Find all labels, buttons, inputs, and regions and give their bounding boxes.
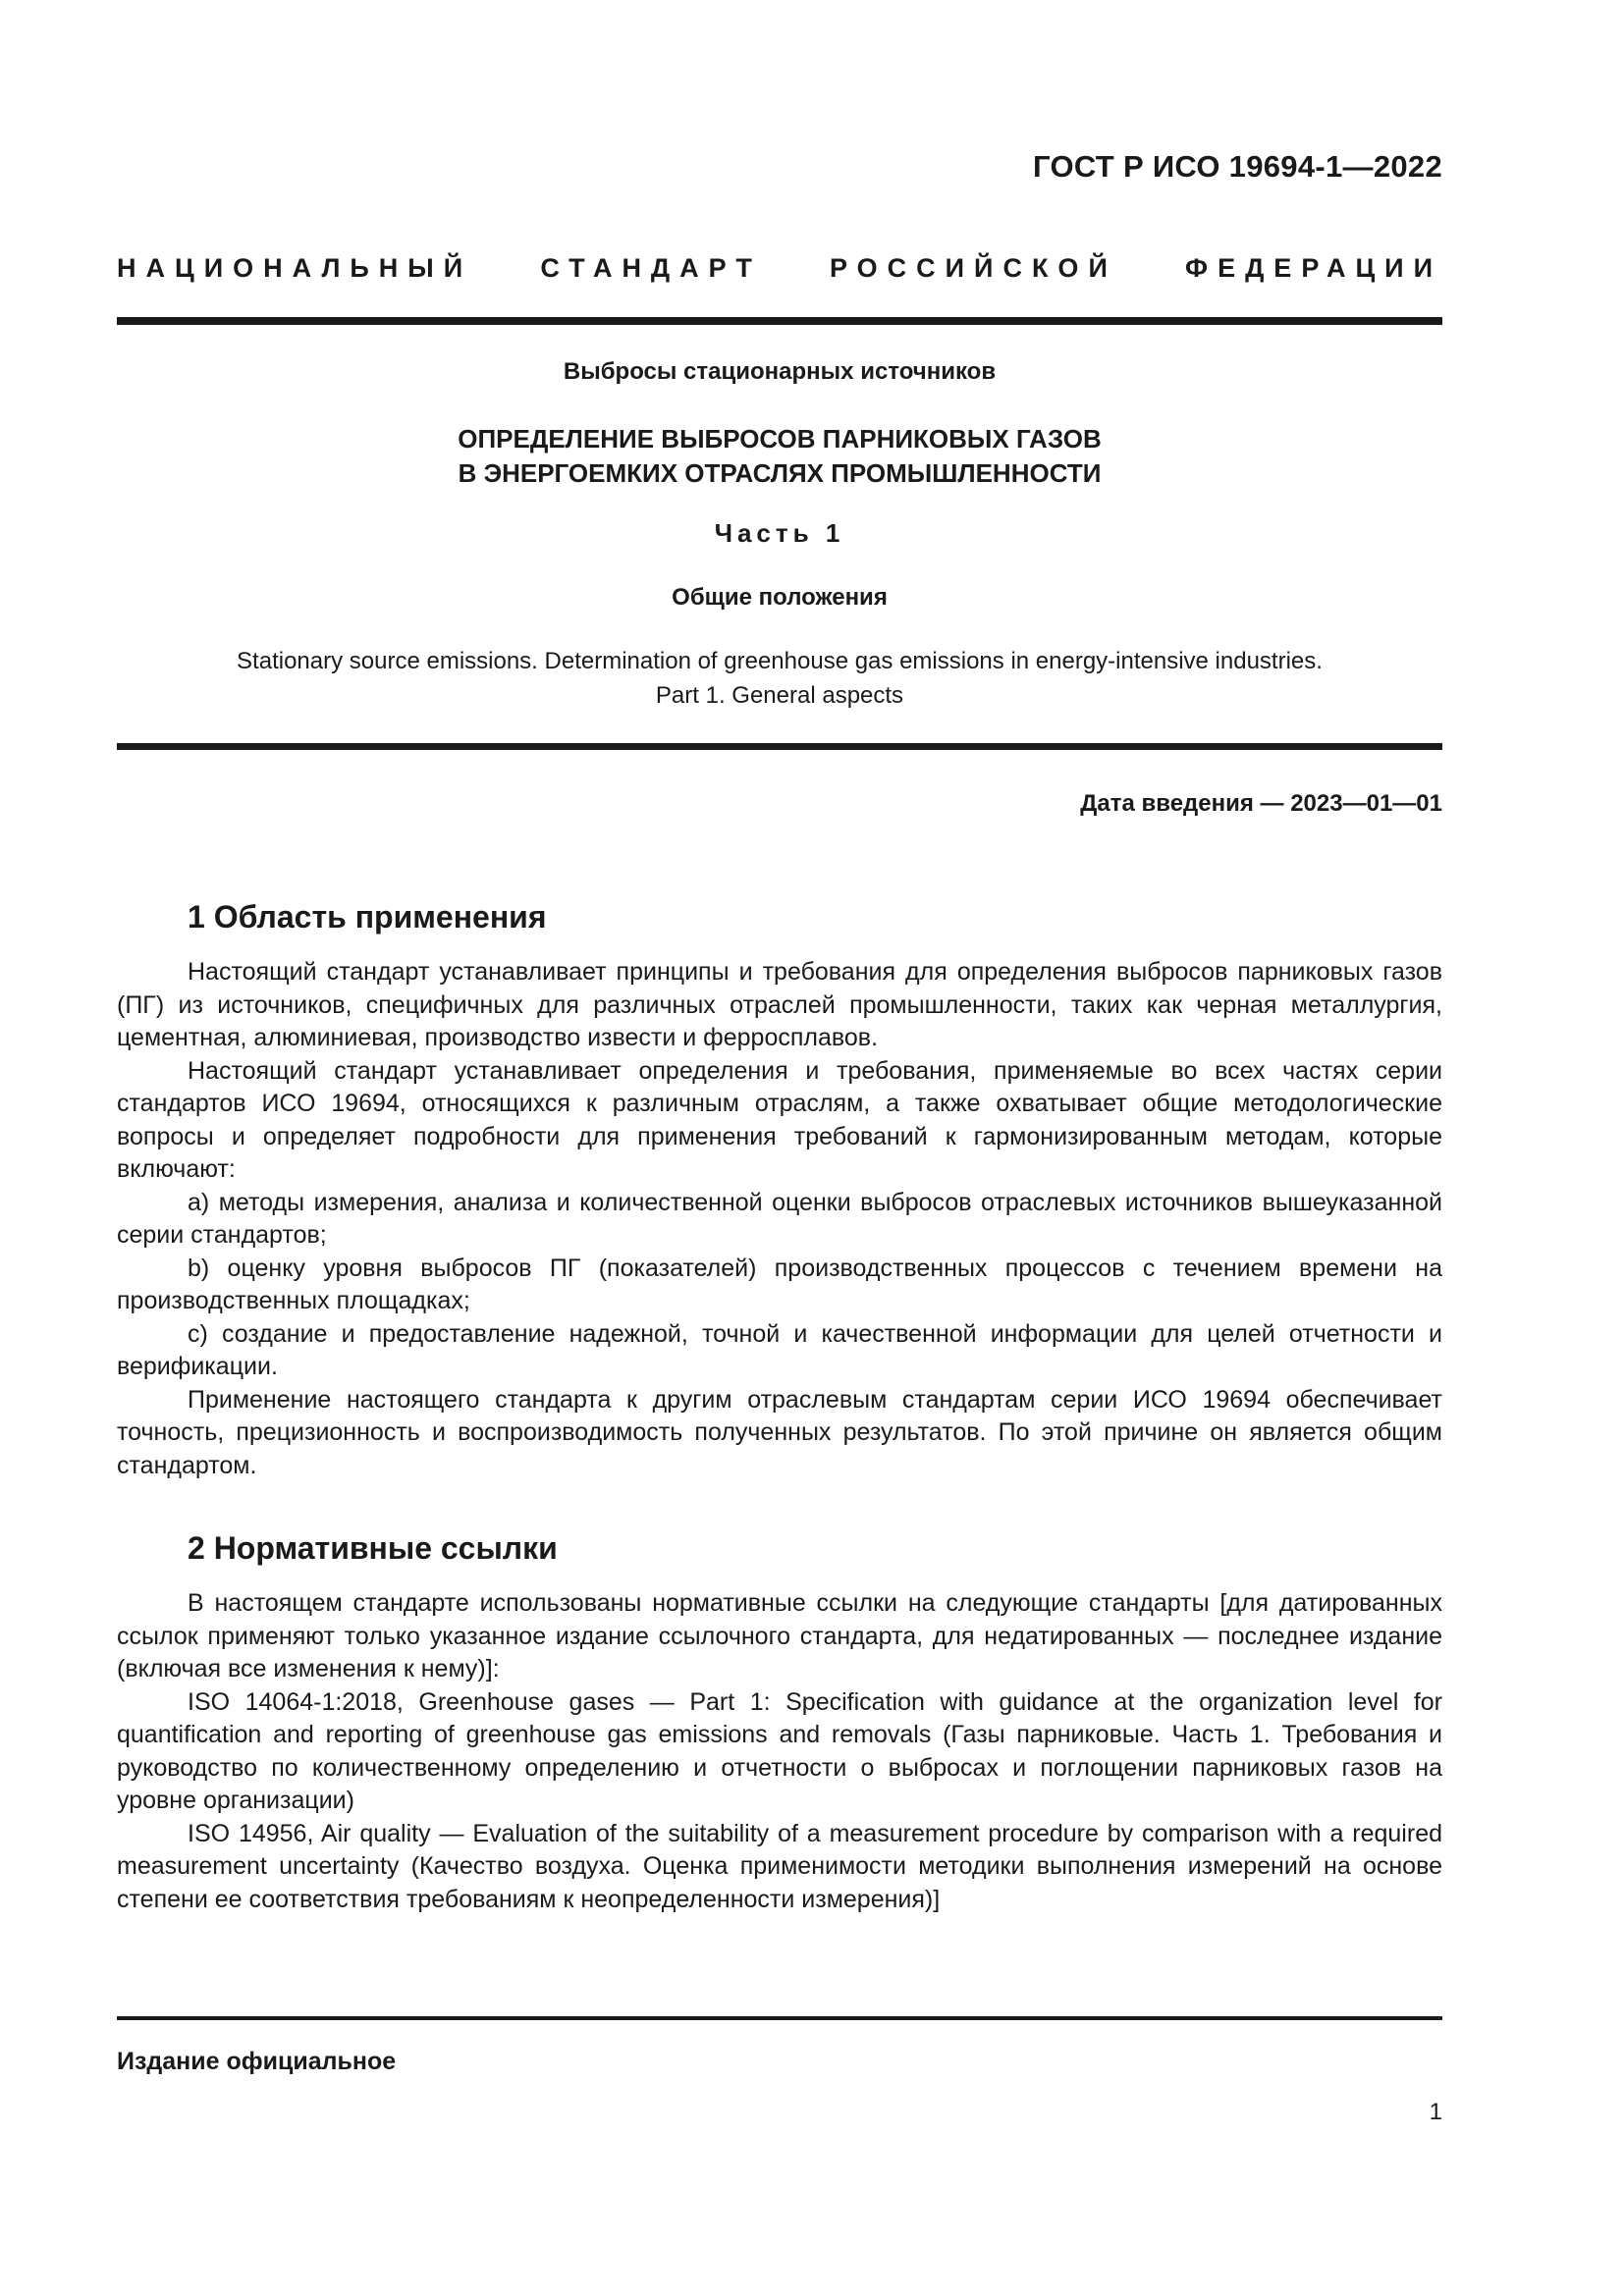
footer-divider: [117, 2016, 1442, 2020]
reference-item: ISO 14956, Air quality — Evaluation of the suitability of a measurement procedure by comparison with a required measurement uncertainty (Качество воздуха. Оценка применимости методики выполнения измерений на основе степени ее соответствия требованиям к неопределенности измерения)]: [117, 1819, 1442, 1913]
section-scope: [117, 895, 1442, 1482]
section-heading: 1 Область применения: [188, 899, 547, 934]
top-divider: [117, 317, 1442, 325]
standard-part-title: Общие положения: [672, 584, 888, 611]
standard-title: [117, 422, 1442, 491]
english-title-line-2: Part 1. General aspects: [655, 682, 904, 709]
page-number: 1: [1429, 2099, 1442, 2125]
section-normative-references: [117, 1526, 1442, 1916]
english-title-line-1: Stationary source emissions. Determination of greenhouse gas emissions in energy-intensive industries.: [237, 648, 1323, 674]
list-item: c) создание и предоставление надежной, точной и качественной информации для целей отчетности и верификации.: [117, 1319, 1442, 1380]
official-edition-label: Издание официальное: [117, 2048, 397, 2075]
reference-item: ISO 14064-1:2018, Greenhouse gases — Part 1: Specification with guidance at the organization level for quantification and reporting of greenhouse gas emissions and removals (Газы парниковые. Часть 1. Требования и руководство по количественному определению и отчетности о выбросах и поглощении парниковых газов на уровне организации): [117, 1687, 1442, 1814]
introduction-date: Дата введения — 2023—01—01: [1080, 790, 1442, 817]
standard-title-line-2: В ЭНЕРГОЕМКИХ ОТРАСЛЯХ ПРОМЫШЛЕННОСТИ: [458, 458, 1102, 488]
title-divider: [117, 743, 1442, 750]
standard-subject: Выбросы стационарных источников: [563, 358, 997, 385]
standard-title-line-1: ОПРЕДЕЛЕНИЕ ВЫБРОСОВ ПАРНИКОВЫХ ГАЗОВ: [458, 424, 1102, 454]
paragraph: Настоящий стандарт устанавливает определения и требования, применяемые во всех частях серии стандартов ИСО 19694, относящихся к различным отраслям, а также охватывает общие методологические вопросы и определяет подробности для применения требований к гармонизированным методам, которые включают:: [117, 1056, 1442, 1183]
paragraph: В настоящем стандарте использованы нормативные ссылки на следующие стандарты [для датированных ссылок применяют только указанное издание ссылочного стандарта, для недатированных — последнее издание (включая все изменения к нему)]:: [117, 1589, 1442, 1682]
english-title: [117, 644, 1442, 713]
list-item: а) методы измерения, анализа и количественной оценки выбросов отраслевых источников вышеуказанной серии стандартов;: [117, 1188, 1442, 1249]
section-heading: 2 Нормативные ссылки: [188, 1530, 558, 1566]
list-item: b) оценку уровня выбросов ПГ (показателей) производственных процессов с течением времени на производственных площадках;: [117, 1254, 1442, 1314]
national-standard-heading: НАЦИОНАЛЬНЫЙ СТАНДАРТ РОССИЙСКОЙ ФЕДЕРАЦИИ: [117, 253, 1442, 283]
paragraph: Настоящий стандарт устанавливает принципы и требования для определения выбросов парниковых газов (ПГ) из источников, специфичных для различных отраслей промышленности, таких как черная металлургия, цементная, алюминиевая, производство извести и ферросплавов.: [117, 958, 1442, 1051]
paragraph: Применение настоящего стандарта к другим отраслевым стандартам серии ИСО 19694 обеспечивает точность, прецизионность и воспроизводимость полученных результатов. По этой причине он является общим стандартом.: [117, 1385, 1442, 1479]
document-code: ГОСТ Р ИСО 19694-1—2022: [1033, 149, 1442, 184]
standard-part: Часть 1: [714, 518, 845, 548]
